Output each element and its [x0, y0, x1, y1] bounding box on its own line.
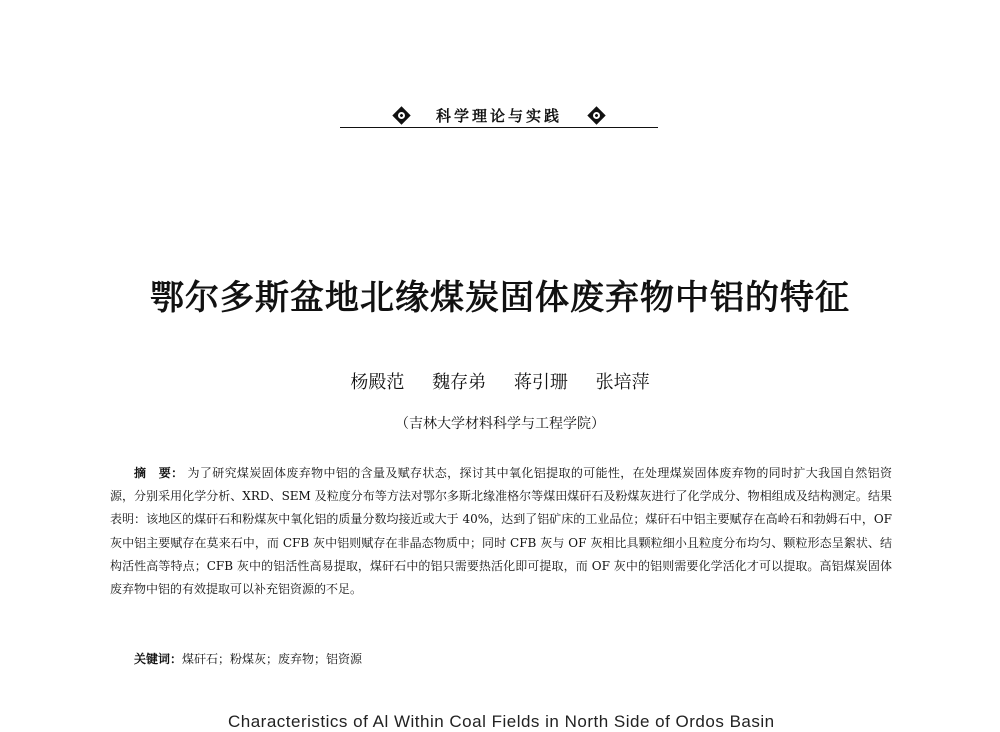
abstract: [110, 462, 892, 601]
abstract-label: 摘 要：: [134, 466, 184, 480]
diamond-ornament-icon: [392, 106, 410, 124]
english-title-fragment: Characteristics of Al Within Coal Fields in North Side of Ordos Basin: [228, 712, 775, 731]
author-name: 张培萍: [595, 372, 650, 393]
keywords: [134, 650, 362, 667]
keywords-label: 关键词：: [134, 652, 183, 666]
diamond-ornament-icon: [587, 106, 605, 124]
section-header: [340, 100, 658, 130]
affiliation: （吉林大学材料科学与工程学院）: [395, 416, 605, 432]
author-name: 杨殿范: [350, 372, 405, 393]
author-list: [0, 368, 1000, 394]
paper-title: 鄂尔多斯盆地北缘煤炭固体废弃物中铝的特征: [150, 278, 850, 318]
author-name: 蒋引珊: [513, 372, 568, 393]
author-name: 魏存弟: [432, 372, 487, 393]
header-rule: [340, 127, 658, 128]
abstract-text: 为了研究煤炭固体废弃物中铝的含量及赋存状态，探讨其中氧化铝提取的可能性，在处理煤炭固体废弃物的同时扩大我国自然铝资源，分别采用化学分析、XRD、SEM 及粒度分布等方法对鄂尔多斯北缘准格尔等煤田煤矸石及粉煤灰进行了化学成分、物相组成及结构测定。结果表明：该地区的煤矸石和粉煤灰中氧化铝的质量分数均接近或大于 40%，达到了铝矿床的工业品位；煤矸石中铝主要赋存在高岭石和勃姆石中，OF 灰中铝主要赋存在莫来石中，而 CFB 灰中铝则赋存在非晶态物质中；同时 CFB 灰与 OF 灰相比具颗粒细小且粒度分布均匀、颗粒形态呈絮状、结构活性高等特点；CFB 灰中的铝活性高易提取，煤矸石中的铝只需要热活化即可提取，而 OF 灰中的铝则需要化学活化才可以提取。高铝煤炭固体废弃物中铝的有效提取可以补充铝资源的不足。: [110, 466, 892, 597]
keywords-text: 煤矸石；粉煤灰；废弃物；铝资源: [182, 652, 363, 666]
section-title: 科学理论与实践: [435, 106, 562, 125]
